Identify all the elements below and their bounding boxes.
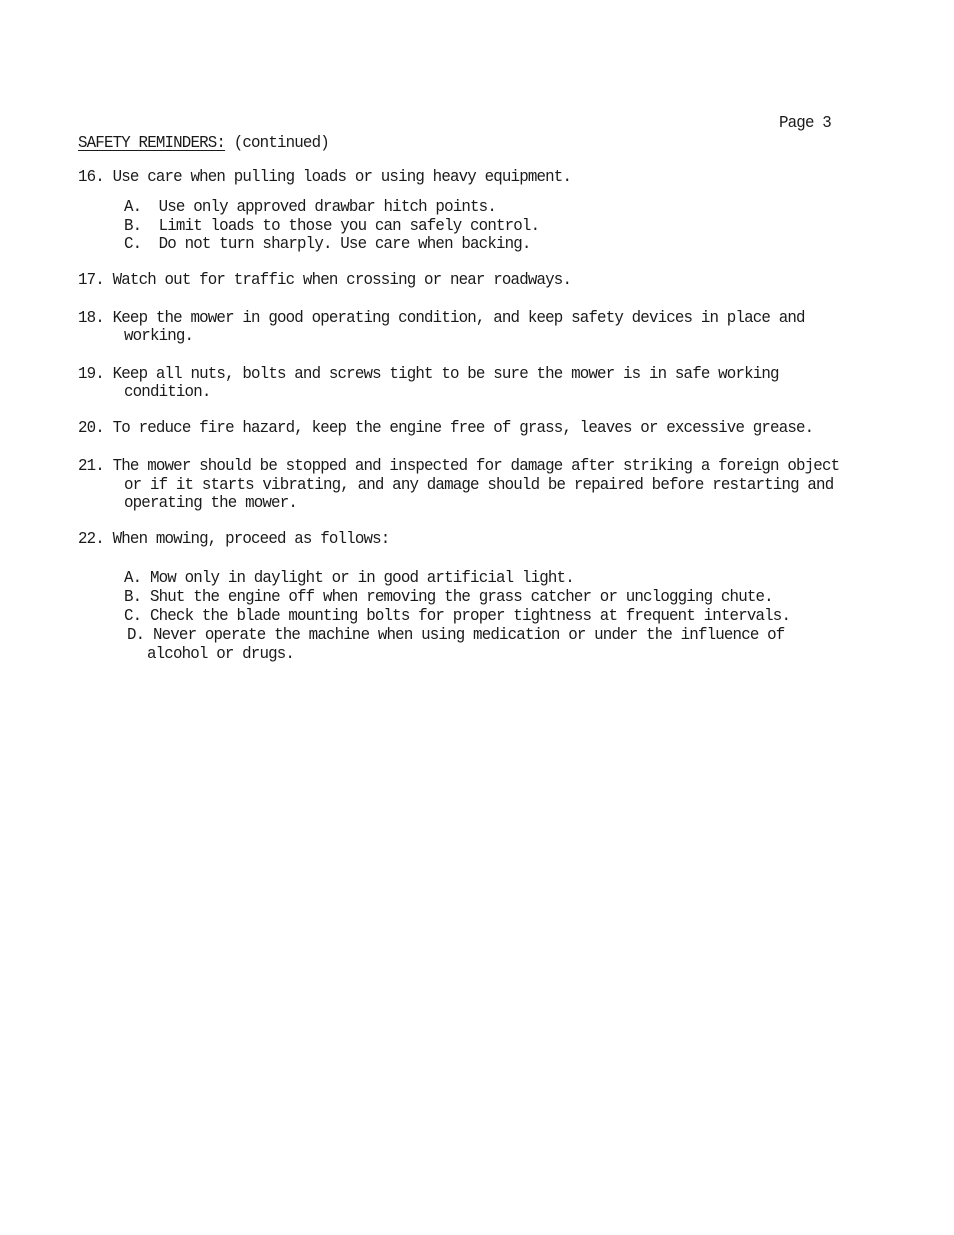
item-text: Keep the mower in good operating condition, and keep safety devices in place and [112,309,805,328]
sub-item-22d-continuation: alcohol or drugs. [147,645,295,664]
list-item-22 [78,530,389,549]
sub-item-letter: A. [124,198,142,217]
sub-item-text: Use only approved drawbar hitch points. [158,198,496,217]
item-text: Watch out for traffic when crossing or near roadways. [112,271,572,290]
item-text: Use care when pulling loads or using heavy equipment. [112,168,572,187]
sub-item-text: Do not turn sharply. Use care when backing. [158,235,531,254]
item-text: The mower should be stopped and inspected for damage after striking a foreign object [112,457,840,476]
list-item-19 [78,365,779,384]
item-number: 18. [78,309,104,328]
section-heading [78,134,329,153]
section-title: SAFETY REMINDERS: [78,134,226,153]
sub-item-text: Limit loads to those you can safely control. [158,217,540,236]
list-item-21-continuation-1: or if it starts vibrating, and any damage should be repaired before restarting and [124,476,834,495]
sub-item-22a [124,569,574,588]
list-item-18 [78,309,805,328]
sub-item-letter: C. [124,235,142,254]
sub-item-22b [124,588,773,607]
sub-item-16a [124,198,496,217]
item-text: Keep all nuts, bolts and screws tight to be sure the mower is in safe working [112,365,779,384]
sub-item-16b [124,217,539,236]
sub-item-letter: B. [124,588,142,607]
list-item-21-continuation-2: operating the mower. [124,494,298,513]
sub-item-text: Check the blade mounting bolts for proper tightness at frequent intervals. [149,607,791,626]
page-number: Page 3 [779,114,831,133]
sub-item-16c [124,235,531,254]
list-item-17 [78,271,571,290]
sub-item-letter: A. [124,569,142,588]
section-suffix: (continued) [225,134,329,153]
item-number: 16. [78,168,104,187]
item-number: 21. [78,457,104,476]
sub-item-letter: B. [124,217,142,236]
item-number: 19. [78,365,104,384]
item-text: When mowing, proceed as follows: [112,530,390,549]
item-number: 20. [78,419,104,438]
sub-item-letter: D. [127,626,145,645]
sub-item-text: Mow only in daylight or in good artificial light. [149,569,574,588]
item-number: 22. [78,530,104,549]
sub-item-text: Never operate the machine when using medication or under the influence of [152,626,785,645]
list-item-20 [78,419,813,438]
sub-item-22d [127,626,784,645]
list-item-16 [78,168,571,187]
list-item-18-continuation: working. [124,327,194,346]
sub-item-text: Shut the engine off when removing the grass catcher or unclogging chute. [149,588,773,607]
list-item-19-continuation: condition. [124,383,211,402]
sub-item-letter: C. [124,607,142,626]
item-number: 17. [78,271,104,290]
list-item-21 [78,457,839,476]
sub-item-22c [124,607,790,626]
item-text: To reduce fire hazard, keep the engine free of grass, leaves or excessive grease. [112,419,814,438]
